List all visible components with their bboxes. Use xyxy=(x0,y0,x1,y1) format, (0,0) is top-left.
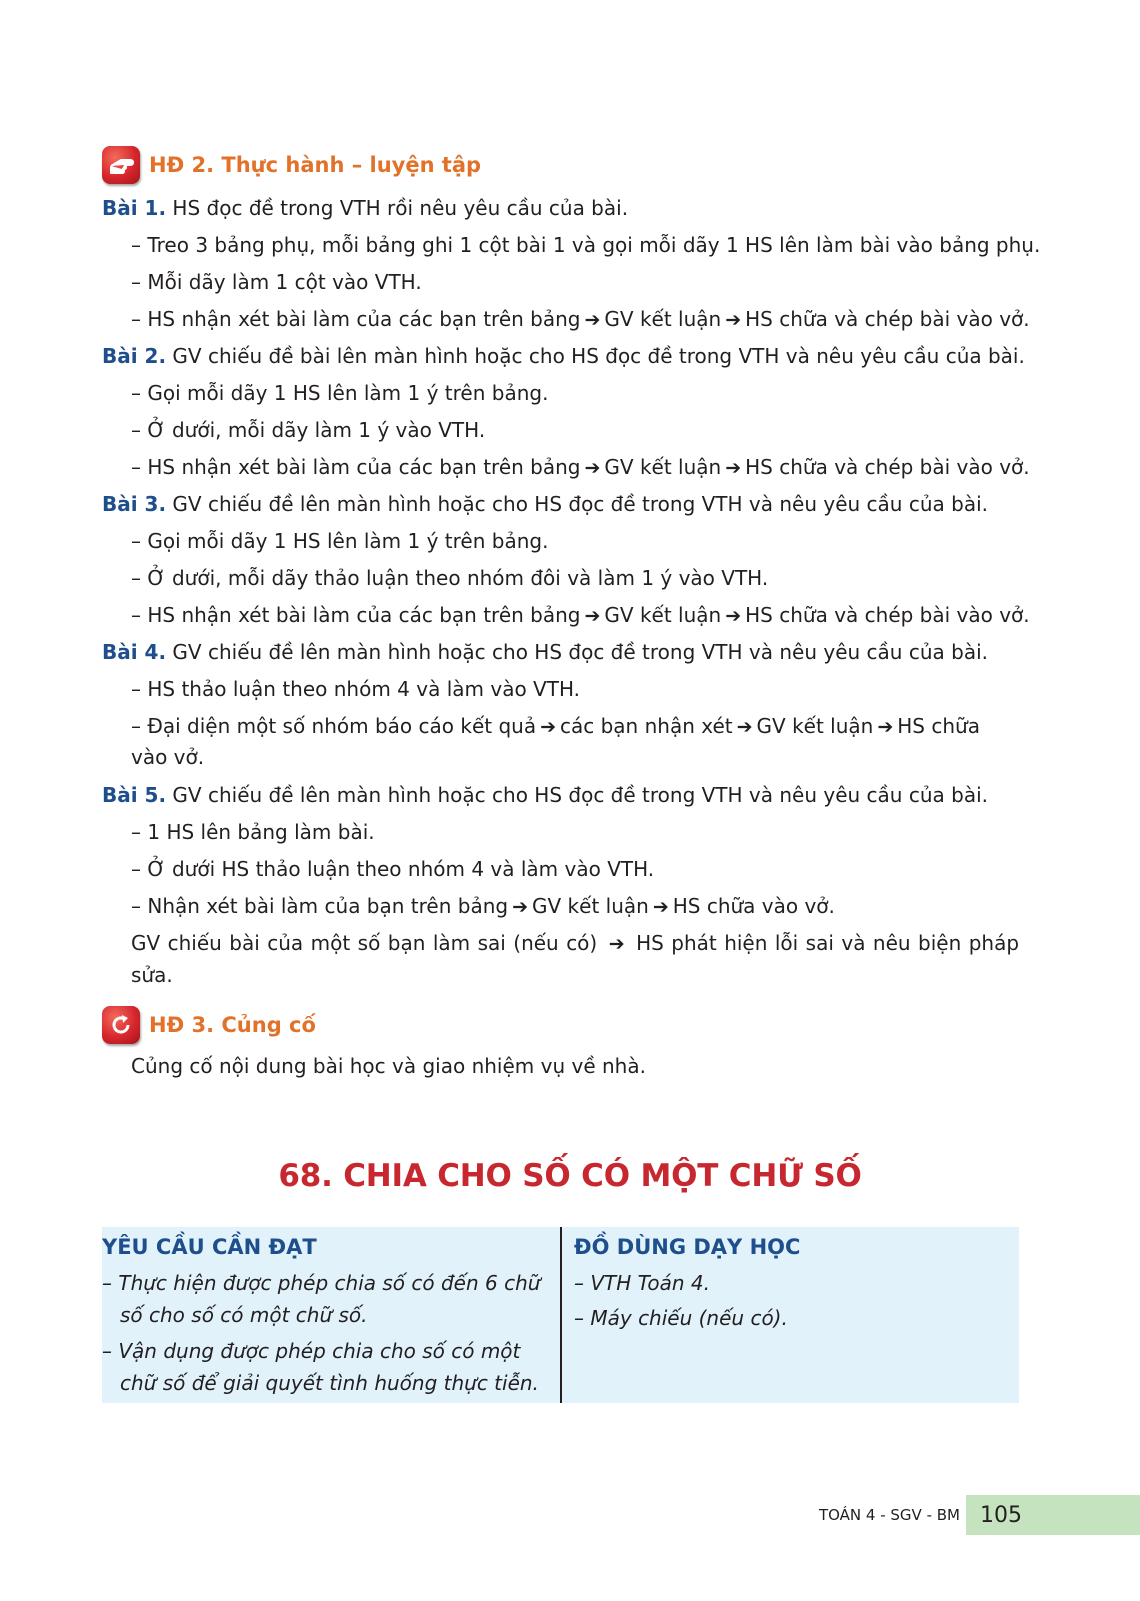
list-item: – Ở dưới HS thảo luận theo nhóm 4 và làm vào VTH. xyxy=(131,857,655,881)
exercise-2-text: GV chiếu đề bài lên màn hình hoặc cho HS đọc đề trong VTH và nêu yêu cầu của bài. xyxy=(166,344,1025,368)
exercise-3-text: GV chiếu đề lên màn hình hoặc cho HS đọc đề trong VTH và nêu yêu cầu của bài. xyxy=(166,492,988,516)
hand-pointing-icon xyxy=(102,146,140,184)
list-item: – HS nhận xét bài làm của các bạn trên bảng ➔ GV kết luận ➔ HS chữa và chép bài vào vở. xyxy=(131,452,1030,484)
list-item: vào vở. xyxy=(131,745,205,769)
arrow-right-icon: ➔ xyxy=(512,896,529,918)
list-item: – Treo 3 bảng phụ, mỗi bảng ghi 1 cột bài 1 và gọi mỗi dãy 1 HS lên làm bài vào bảng phụ. xyxy=(131,233,1041,257)
list-item: – Gọi mỗi dãy 1 HS lên làm 1 ý trên bảng. xyxy=(131,529,549,553)
arrow-right-icon: ➔ xyxy=(725,309,742,331)
material-item: – Máy chiếu (nếu có). xyxy=(574,1306,788,1330)
list-item: – HS thảo luận theo nhóm 4 và làm vào VTH. xyxy=(131,677,580,701)
arrow-right-icon: ➔ xyxy=(584,605,601,627)
list-item: – 1 HS lên bảng làm bài. xyxy=(131,820,375,844)
list-item: – Ở dưới, mỗi dãy làm 1 ý vào VTH. xyxy=(131,418,486,442)
list-item: – Nhận xét bài làm của bạn trên bảng ➔ GV kết luận ➔ HS chữa vào vở. xyxy=(131,891,835,923)
list-item: – Mỗi dãy làm 1 cột vào VTH. xyxy=(131,270,422,294)
hd3-title: HĐ 3. Củng cố xyxy=(149,1013,316,1037)
arrow-right-icon: ➔ xyxy=(540,716,556,738)
page-number: 105 xyxy=(980,1502,1022,1528)
requirements-box xyxy=(102,1227,1019,1403)
list-item: – Gọi mỗi dãy 1 HS lên làm 1 ý trên bảng. xyxy=(131,381,549,405)
exercise-2-label: Bài 2. xyxy=(102,344,167,368)
exercise-1-text: HS đọc đề trong VTH rồi nêu yêu cầu của bài. xyxy=(166,196,629,220)
arrow-right-icon: ➔ xyxy=(584,309,601,331)
exercise-3 xyxy=(102,489,988,520)
material-item: – VTH Toán 4. xyxy=(574,1271,711,1295)
list-item: – HS nhận xét bài làm của các bạn trên bảng ➔ GV kết luận ➔ HS chữa và chép bài vào vở. xyxy=(131,304,1030,336)
hd2-title: HĐ 2. Thực hành – luyện tập xyxy=(149,153,482,177)
closing-paragraph: GV chiếu bài của một số bạn làm sai (nếu có) ➔ HS phát hiện lỗi sai và nêu biện pháp sửa. xyxy=(131,931,1020,987)
exercise-4-label: Bài 4. xyxy=(102,640,167,664)
list-item: – HS nhận xét bài làm của các bạn trên bảng ➔ GV kết luận ➔ HS chữa và chép bài vào vở. xyxy=(131,600,1030,632)
exercise-2 xyxy=(102,341,1025,372)
exercise-4 xyxy=(102,637,988,668)
requirements-heading: YÊU CẦU CẦN ĐẠT xyxy=(102,1235,317,1259)
footer-book-label: TOÁN 4 - SGV - BM xyxy=(818,1506,960,1524)
arrow-right-icon: ➔ xyxy=(584,457,601,479)
lesson-title: 68. CHIA CHO SỐ CÓ MỘT CHỮ SỐ xyxy=(278,1158,862,1194)
requirements-column xyxy=(102,1227,562,1403)
exercise-5-label: Bài 5. xyxy=(102,783,167,807)
hd3-text: Củng cố nội dung bài học và giao nhiệm vụ về nhà. xyxy=(131,1054,646,1078)
exercise-5-text: GV chiếu đề lên màn hình hoặc cho HS đọc đề trong VTH và nêu yêu cầu của bài. xyxy=(166,783,988,807)
arrow-right-icon: ➔ xyxy=(608,933,625,955)
list-item: – Đại diện một số nhóm báo cáo kết quả ➔ các bạn nhận xét ➔ GV kết luận ➔ HS chữa xyxy=(131,711,980,743)
exercise-5 xyxy=(102,780,988,811)
list-item: – Ở dưới, mỗi dãy thảo luận theo nhóm đôi và làm 1 ý vào VTH. xyxy=(131,566,769,590)
materials-heading: ĐỒ DÙNG DẠY HỌC xyxy=(574,1235,801,1259)
requirement-item: – Vận dụng được phép chia cho số có một chữ số để giải quyết tình huống thực tiễn. xyxy=(102,1339,539,1395)
arrow-right-icon: ➔ xyxy=(652,896,669,918)
exercise-1-label: Bài 1. xyxy=(102,196,167,220)
exercise-1 xyxy=(102,193,628,224)
exercise-4-text: GV chiếu đề lên màn hình hoặc cho HS đọc đề trong VTH và nêu yêu cầu của bài. xyxy=(166,640,988,664)
arrow-right-icon: ➔ xyxy=(877,716,894,738)
hd2-heading xyxy=(102,146,481,184)
exercise-3-label: Bài 3. xyxy=(102,492,167,516)
arrow-right-icon: ➔ xyxy=(725,605,742,627)
hd3-heading xyxy=(102,1006,316,1044)
requirement-item: – Thực hiện được phép chia số có đến 6 chữ số cho số có một chữ số. xyxy=(102,1271,541,1327)
arrow-right-icon: ➔ xyxy=(725,457,742,479)
page-number-box xyxy=(966,1495,1140,1535)
arrow-right-icon: ➔ xyxy=(736,716,753,738)
refresh-icon xyxy=(102,1006,140,1044)
materials-column xyxy=(562,1227,1019,1403)
